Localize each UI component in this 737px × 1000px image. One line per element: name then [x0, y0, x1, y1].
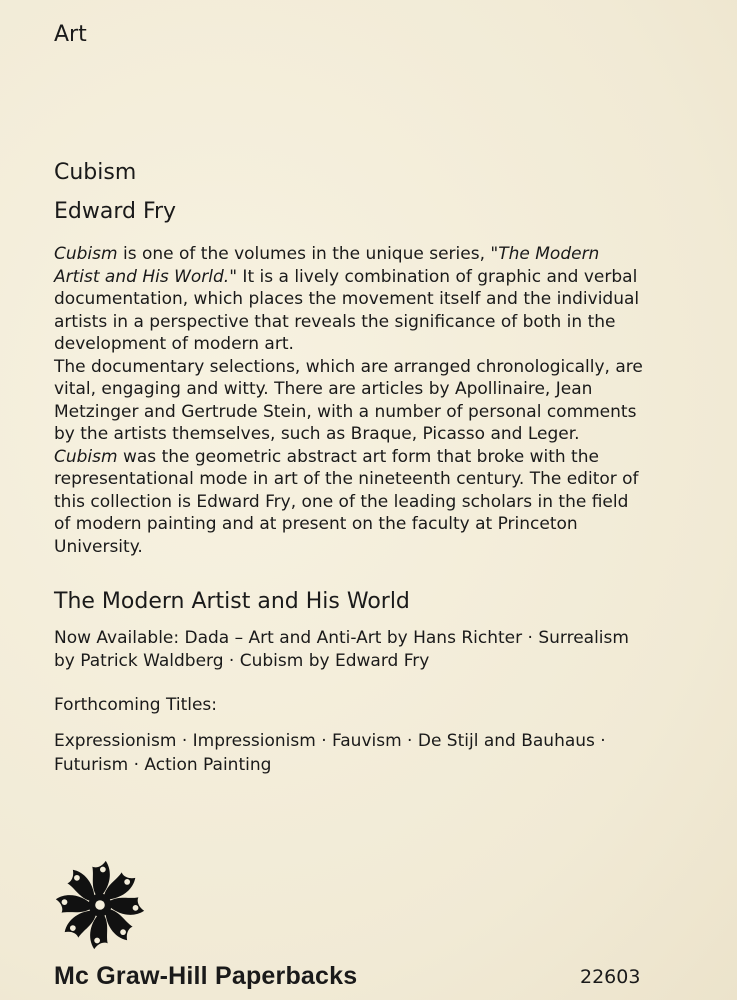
flower-logo-icon: [52, 857, 148, 953]
description: [54, 243, 644, 558]
available-titles: Now Available: Dada – Art and Anti-Art by Hans Richter · Surrealism by Patrick Waldberg · Cubism by Edward Fry: [54, 628, 629, 671]
description-paragraph-1: [54, 243, 644, 356]
forthcoming-list: Expressionism · Impressionism · Fauvism · De Stijl and Bauhaus · Futurism · Action Painting: [54, 731, 606, 775]
book-author: Edward Fry: [54, 199, 177, 224]
description-paragraph-3: [54, 446, 644, 559]
description-paragraph-2: The documentary selections, which are arranged chronologically, are vital, engaging and witty. There are articles by Apollinaire, Jean Metzinger and Gertrude Stein, with a number of personal comments by the artists themselves, such as Braque, Picasso and Leger.: [54, 356, 643, 444]
category-label: Art: [54, 22, 87, 47]
book-title: Cubism: [54, 160, 137, 185]
description-text: is one of the volumes in the unique series,: [117, 244, 491, 264]
publisher-name: Mc Graw-Hill Paperbacks: [54, 962, 358, 990]
title-italic: Cubism: [54, 244, 118, 264]
description-text: was the geometric abstract art form that broke with the representational mode in art of the nineteenth century. The editor of this collection is Edward Fry, one of the leading scholars in the field of modern painting and at present on the faculty at Princeton University.: [54, 446, 639, 557]
series-heading: The Modern Artist and His World: [54, 589, 410, 614]
description-text: It is a lively combination of graphic and verbal documentation, which places the movement itself and the individual artists in a perspective that reveals the significance of both in the development of modern art.: [54, 266, 640, 354]
title-italic: Cubism: [54, 446, 118, 467]
catalog-number: 22603: [580, 966, 641, 988]
forthcoming-label: Forthcoming Titles:: [54, 695, 218, 715]
series-italic: "The Modern Artist and His World.": [54, 244, 600, 287]
